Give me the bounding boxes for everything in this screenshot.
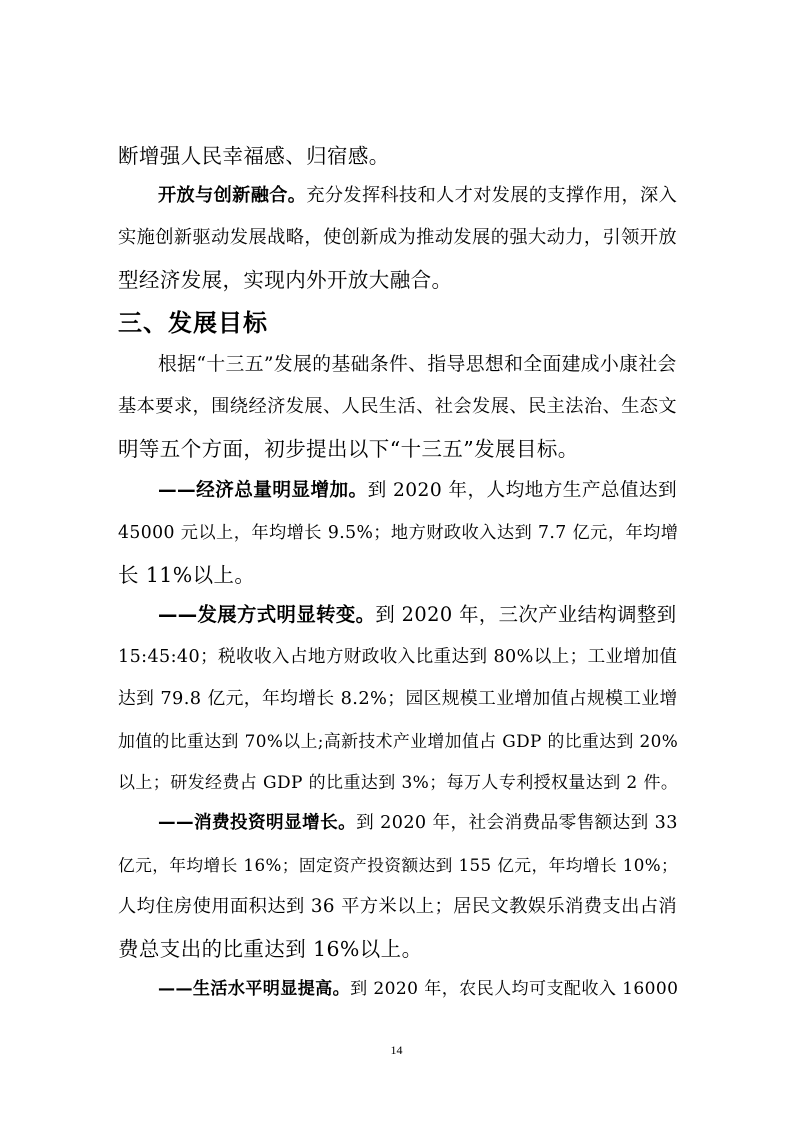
text-span: 达到 79.8 亿元，年均增长 8.2%；园区规模工业增加值占规模工业增: [118, 689, 678, 709]
text-span: 人均住房使用面积达到 36 平方米以上；居民文教娱乐消费支出占消: [118, 896, 678, 917]
text-span: 到 2020 年，社会消费品零售额达到 33: [356, 813, 678, 833]
paragraph-development-line-1: [158, 601, 676, 629]
text-span: 加值的比重达到 70%以上;高新技术产业增加值占 GDP 的比重达到 20%: [118, 731, 679, 751]
text-span: 到 2020 年，人均地方生产总值达到: [367, 480, 678, 501]
text-span: 型经济发展，实现内外开放大融合。: [118, 268, 453, 292]
text-span: 明等五个方面，初步提出以下“十三五”发展目标。: [118, 437, 579, 461]
text-span: 以上；研发经费占 GDP 的比重达到 3%；每万人专利授权量达到 2 件。: [118, 773, 679, 793]
paragraph-lead-bold: ——经济总量明显增加。: [158, 480, 368, 501]
paragraph-intro-line-1: [158, 351, 677, 379]
paragraph-lead-bold: 开放与创新融合。: [158, 185, 307, 206]
text-span: 断增强人民幸福感、归宿感。: [118, 144, 390, 168]
text-span: 充分发挥科技和人才对发展的支撑作用，深入: [306, 185, 678, 206]
paragraph-lead-bold: ——消费投资明显增长。: [158, 813, 357, 833]
paragraph-consumption-line-4: [118, 935, 422, 963]
paragraph-economy-line-3: [118, 561, 255, 589]
text-span: 45000 元以上，年均增长 9.5%；地方财政收入达到 7.7 亿元，年均增: [118, 523, 679, 543]
paragraph-consumption-line-2: [118, 851, 678, 879]
text-span: 基本要求，围绕经济发展、人民生活、社会发展、民主法治、生态文: [118, 396, 678, 417]
paragraph-consumption-line-1: [158, 809, 678, 837]
paragraph-lead-bold: ——发展方式明显转变。: [158, 603, 376, 626]
text-span: 15:45:40；税收收入占地方财政收入比重达到 80%以上；工业增加值: [118, 647, 678, 667]
paragraph-continuation-line: [118, 142, 390, 170]
paragraph-intro-line-3: [118, 435, 579, 463]
paragraph-intro-line-2: [118, 393, 677, 421]
text-span: 到 2020 年，三次产业结构调整到: [375, 603, 677, 626]
paragraph-living-standard-line-1: [158, 975, 678, 1003]
paragraph-open-innovation-line-2: [118, 224, 677, 252]
text-span: 到 2020 年，农民人均可支配收入 16000: [350, 979, 679, 999]
text-span: 亿元，年均增长 16%；固定资产投资额达到 155 亿元，年均增长 10%；: [118, 855, 679, 875]
text-span: 根据“十三五”发展的基础条件、指导思想和全面建成小康社会: [158, 354, 677, 375]
text-span: 实施创新驱动发展战略，使创新成为推动发展的强大动力，引领开放: [118, 227, 678, 248]
paragraph-economy-line-2: [118, 519, 678, 547]
paragraph-lead-bold: ——生活水平明显提高。: [158, 979, 351, 999]
paragraph-open-innovation-line-1: [158, 182, 677, 210]
text-span: 费总支出的比重达到 16%以上。: [118, 937, 423, 961]
paragraph-development-line-3: [118, 685, 678, 713]
paragraph-economy-line-1: [158, 477, 677, 505]
paragraph-open-innovation-line-3: [118, 266, 452, 294]
text-span: 长 11%以上。: [118, 563, 256, 587]
paragraph-development-line-5: [118, 769, 678, 797]
paragraph-consumption-line-3: [118, 893, 677, 921]
paragraph-development-line-2: [118, 643, 677, 671]
paragraph-development-line-4: [118, 727, 678, 755]
page-number: 14: [390, 1043, 403, 1057]
section-heading: 三、发展目标: [118, 309, 268, 337]
